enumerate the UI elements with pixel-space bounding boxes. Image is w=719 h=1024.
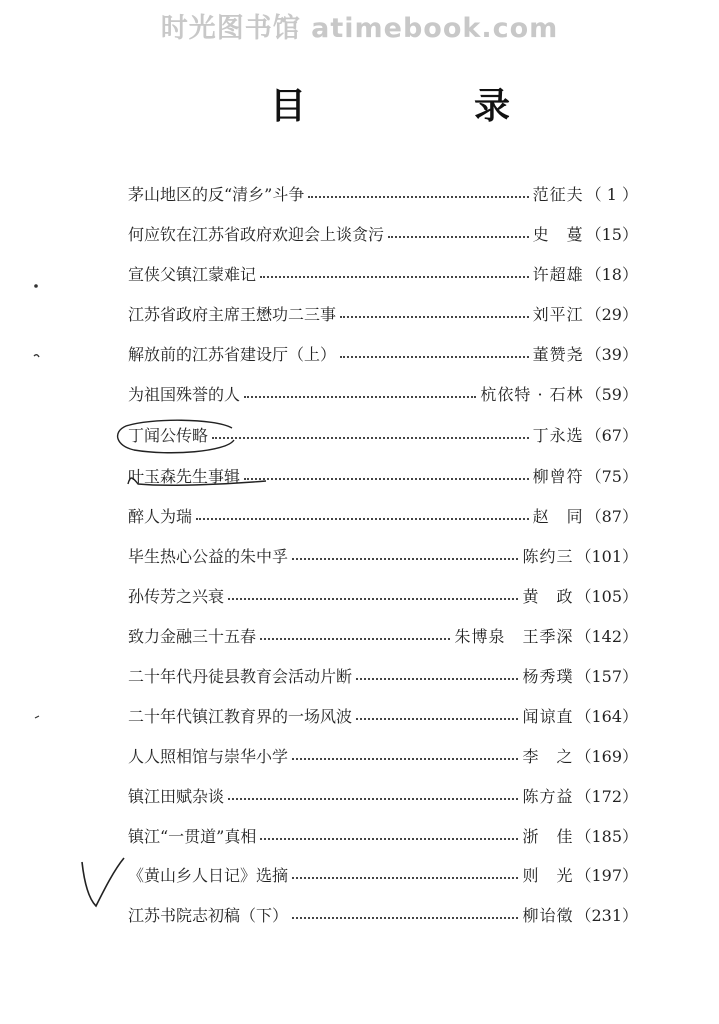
- toc-entry-title: 《黄山乡人日记》选摘: [128, 865, 289, 885]
- toc-entry-author: 则 光: [522, 865, 574, 885]
- toc-entry-author: 陈方益: [522, 786, 574, 806]
- toc-entry-title: 醉人为瑞: [128, 506, 193, 526]
- toc-entry-page: （75）: [585, 466, 638, 486]
- toc-entry-page: （67）: [585, 425, 638, 445]
- toc-entry-author: 陈约三: [522, 546, 574, 566]
- handwritten-circle: [118, 420, 234, 453]
- toc-entry-page: （142）: [575, 626, 638, 646]
- toc-entry-author: 柳曾符: [532, 466, 584, 486]
- toc-entry-page: （59）: [585, 384, 638, 404]
- toc-entry-title: 孙传芳之兴衰: [128, 586, 225, 606]
- toc-entry-title: 人人照相馆与崇华小学: [128, 746, 289, 766]
- toc-entry-author: 范征夫: [532, 184, 584, 204]
- toc-entry-author: 史 蔓: [532, 224, 584, 244]
- toc-entry-title: 叶玉森先生事辑: [128, 466, 241, 486]
- margin-mark: [34, 355, 39, 357]
- handwritten-check-mark: [82, 858, 124, 906]
- toc-entry-page: （105）: [575, 586, 638, 606]
- margin-dot: [34, 284, 38, 288]
- toc-entry-title: 丁闻公传略: [128, 425, 209, 445]
- watermark: 时光图书馆 atimebook.com: [160, 13, 559, 44]
- toc-entry-page: （29）: [585, 304, 638, 324]
- title-left-char: 目: [270, 85, 307, 127]
- toc-entry-author: 董赞尧: [532, 344, 584, 364]
- toc-entry-author: 许超雄: [532, 264, 584, 284]
- toc-entry-author: 浙 佳: [522, 826, 574, 846]
- toc-entry-author: 闻谅直: [522, 706, 574, 726]
- toc-entry-title: 二十年代丹徒县教育会活动片断: [128, 666, 353, 686]
- toc-entry-title: 宣侠父镇江蒙难记: [128, 264, 257, 284]
- toc-entry-title: 茅山地区的反“清乡”斗争: [128, 184, 305, 204]
- toc-entry-title: 镇江“一贯道”真相: [128, 826, 257, 846]
- handwritten-underline: [128, 478, 266, 485]
- toc-entry-author: 赵 同: [532, 506, 584, 526]
- toc-entry-title: 致力金融三十五春: [128, 626, 257, 646]
- title-right-char: 录: [473, 85, 510, 127]
- toc-entry-title: 江苏省政府主席王懋功二三事: [128, 304, 337, 324]
- toc-entry-author: 丁永选: [532, 425, 584, 445]
- toc-entry-page: （15）: [585, 224, 638, 244]
- toc-entry-page: （39）: [585, 344, 638, 364]
- toc-entry-page: （164）: [575, 706, 638, 726]
- toc-entry-page: （157）: [575, 666, 638, 686]
- toc-entry-author: 李 之: [522, 746, 574, 766]
- toc-entry-title: 解放前的江苏省建设厅（上）: [128, 344, 337, 364]
- toc-entry-title: 毕生热心公益的朱中孚: [128, 546, 289, 566]
- toc-entry-page: （197）: [575, 865, 638, 885]
- toc-entry-page: （172）: [575, 786, 638, 806]
- toc-entry-page: （231）: [575, 905, 638, 925]
- toc-entry-author: 朱博泉 王季深: [454, 626, 574, 646]
- toc-entry-title: 二十年代镇江教育界的一场风波: [128, 706, 353, 726]
- toc-entry-page: （101）: [575, 546, 638, 566]
- toc-entry-author: 柳诒徵: [522, 905, 574, 925]
- toc-entry-author: 刘平江: [532, 304, 584, 324]
- toc-entry-title: 何应钦在江苏省政府欢迎会上谈贪污: [128, 224, 385, 244]
- toc-entry-page: （169）: [575, 746, 638, 766]
- toc-entry-page: （18）: [585, 264, 638, 284]
- toc-entry-title: 镇江田赋杂谈: [128, 786, 225, 806]
- toc-entry-author: 杨秀璞: [522, 666, 574, 686]
- toc-entry-author: 黄 政: [522, 586, 574, 606]
- toc-entry-author: 杭依特 · 石林: [480, 384, 584, 404]
- toc-entry-title: 为祖国殊誉的人: [128, 384, 241, 404]
- toc-entry-page: （ 1 ）: [585, 184, 638, 204]
- toc-entry-title: 江苏书院志初稿（下）: [128, 905, 289, 925]
- toc-entry-page: （87）: [585, 506, 638, 526]
- toc-entry-page: （185）: [575, 826, 638, 846]
- margin-mark: [35, 716, 39, 718]
